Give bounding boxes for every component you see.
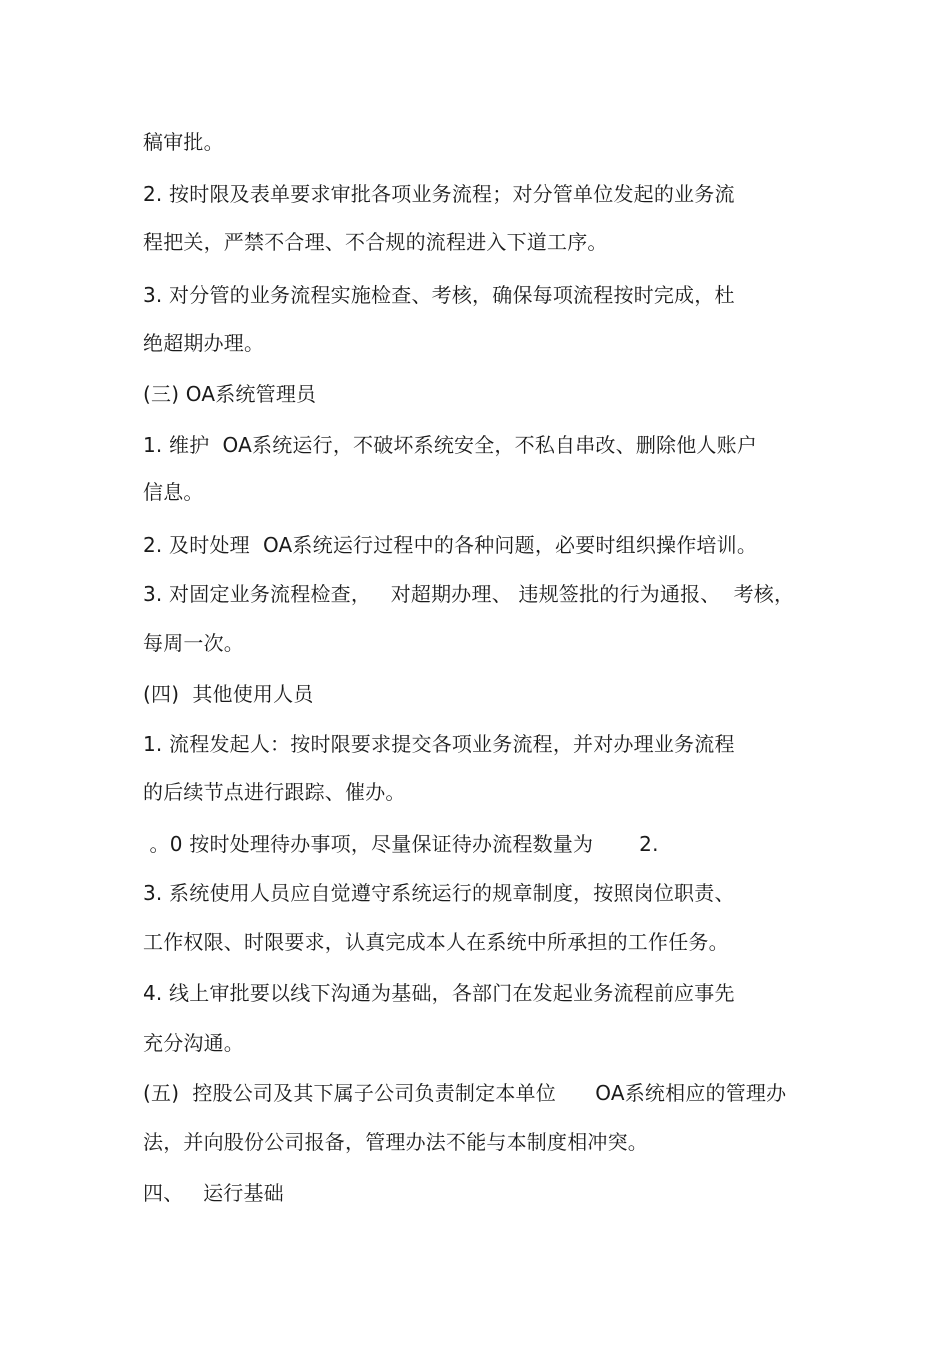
text-line: 3. 对分管的业务流程实施检查、考核，确保每项流程按时完成，杜 bbox=[143, 283, 735, 307]
text-line: 。0 按时处理待办事项，尽量保证待办流程数量为 2. bbox=[143, 832, 659, 856]
chapter-heading: 四、 运行基础 bbox=[143, 1181, 284, 1205]
text-line: 程把关，严禁不合理、不合规的流程进入下道工序。 bbox=[143, 230, 608, 254]
text-line: 的后续节点进行跟踪、催办。 bbox=[143, 780, 406, 804]
text-line: 4. 线上审批要以线下沟通为基础，各部门在发起业务流程前应事先 bbox=[143, 981, 735, 1005]
text-line: 绝超期办理。 bbox=[143, 331, 265, 355]
section-heading: (五) 控股公司及其下属子公司负责制定本单位 OA系统相应的管理办 bbox=[143, 1081, 787, 1105]
text-line: 2. 及时处理 OA系统运行过程中的各种问题，必要时组织操作培训。 bbox=[143, 533, 758, 557]
text-line: 3. 系统使用人员应自觉遵守系统运行的规章制度，按照岗位职责、 bbox=[143, 881, 735, 905]
text-line: 信息。 bbox=[143, 480, 204, 504]
text-line: 1. 流程发起人：按时限要求提交各项业务流程，并对办理业务流程 bbox=[143, 732, 735, 756]
text-line: 3. 对固定业务流程检查， 对超期办理、 违规签批的行为通报、 考核， bbox=[143, 582, 795, 606]
section-heading: (四) 其他使用人员 bbox=[143, 682, 314, 706]
text-line: 2. 按时限及表单要求审批各项业务流程；对分管单位发起的业务流 bbox=[143, 182, 735, 206]
text-line: 稿审批。 bbox=[143, 130, 224, 154]
text-line: 充分沟通。 bbox=[143, 1031, 244, 1055]
text-line: 1. 维护 OA系统运行，不破坏系统安全，不私自串改、删除他人账户 bbox=[143, 433, 758, 457]
text-line: 每周一次。 bbox=[143, 631, 244, 655]
text-line: 法，并向股份公司报备，管理办法不能与本制度相冲突。 bbox=[143, 1130, 648, 1154]
text-line: 工作权限、时限要求，认真完成本人在系统中所承担的工作任务。 bbox=[143, 930, 729, 954]
section-heading: (三) OA系统管理员 bbox=[143, 382, 317, 406]
